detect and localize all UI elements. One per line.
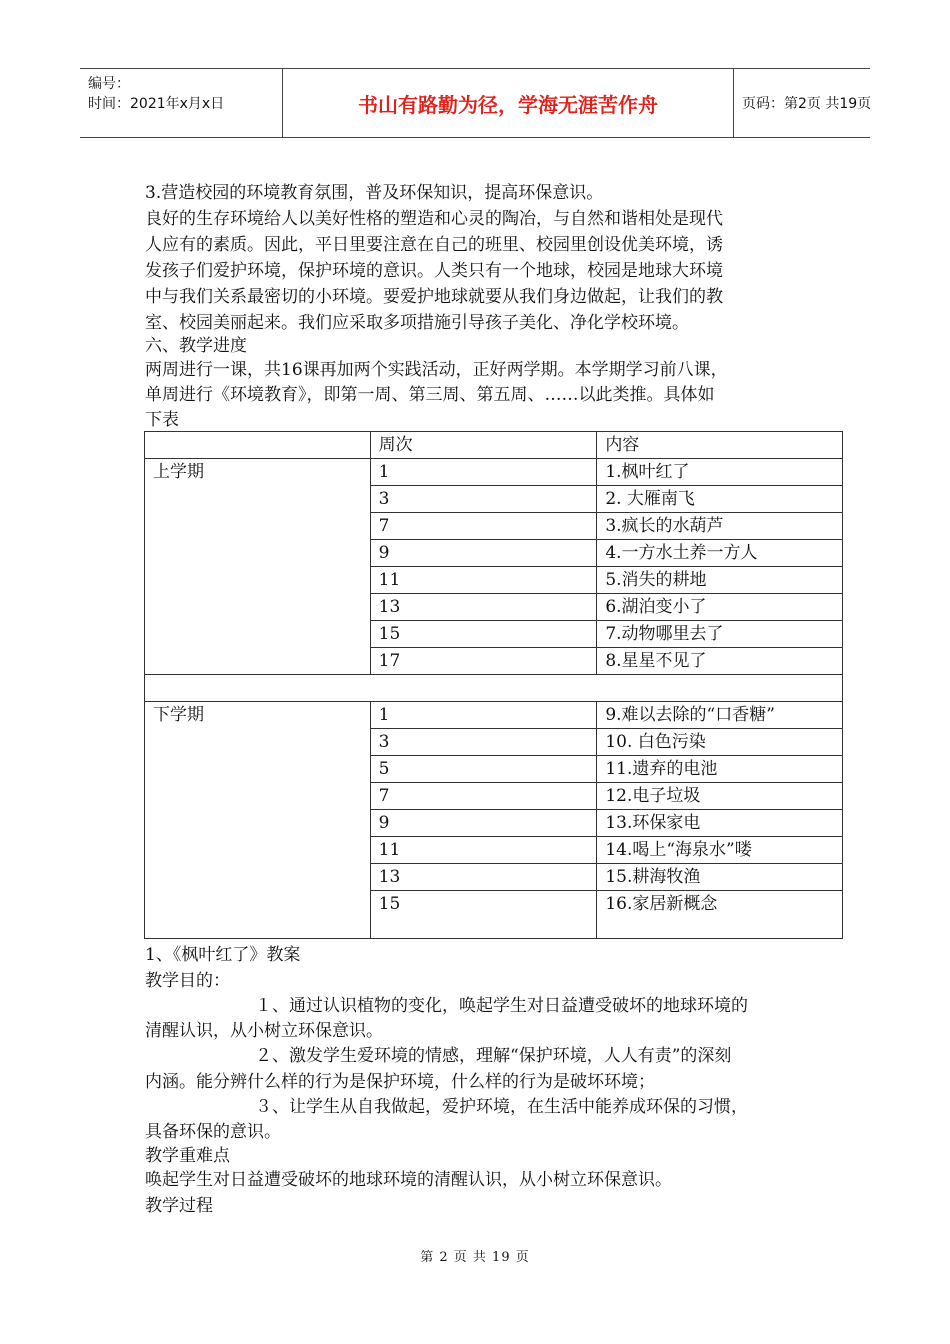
term-label: 上学期 xyxy=(145,459,371,675)
intro-line: 3.营造校园的环境教育氛围，普及环保知识，提高环保意识。 xyxy=(145,183,604,203)
content-cell: 3.疯长的水葫芦 xyxy=(597,513,843,540)
lesson-line: １、通过认识植物的变化，唤起学生对日益遭受破坏的地球环境的 xyxy=(255,996,748,1016)
week-cell: 9 xyxy=(370,810,597,837)
schedule-table xyxy=(144,431,843,939)
week-cell: 17 xyxy=(370,648,597,675)
table-row xyxy=(145,459,843,486)
intro-line: 下表 xyxy=(145,410,179,430)
lesson-line: ２、激发学生爱环境的情感，理解“保护环境，人人有责”的深刻 xyxy=(255,1046,732,1066)
section-heading: 六、教学进度 xyxy=(145,336,247,356)
table-row xyxy=(145,702,843,729)
content-cell: 14.喝上“海泉水”喽 xyxy=(597,837,843,864)
intro-line: 单周进行《环境教育》，即第一周、第三周、第五周、……以此类推。具体如 xyxy=(145,385,715,405)
lesson-line: 清醒认识，从小树立环保意识。 xyxy=(145,1021,383,1041)
page-footer: 第 2 页 共 19 页 xyxy=(420,1250,530,1265)
table-header-row xyxy=(145,432,843,459)
content-cell: 2. 大雁南飞 xyxy=(597,486,843,513)
header-cell: 内容 xyxy=(597,432,843,459)
content-cell: 6.湖泊变小了 xyxy=(597,594,843,621)
content-cell: 16.家居新概念 xyxy=(597,891,843,939)
intro-line: 两周进行一课，共16课再加两个实践活动，正好两学期。本学期学习前八课， xyxy=(145,360,728,380)
content-cell: 8.星星不见了 xyxy=(597,648,843,675)
document-number: 编号： xyxy=(88,76,130,92)
lesson-title: 1、《枫叶红了》教案 xyxy=(145,945,301,965)
content-cell: 4.一方水土养一方人 xyxy=(597,540,843,567)
week-cell: 7 xyxy=(370,783,597,810)
intro-line: 良好的生存环境给人以美好性格的塑造和心灵的陶冶，与自然和谐相处是现代 xyxy=(145,209,723,229)
header-motto: 书山有路勤为径，学海无涯苦作舟 xyxy=(282,69,734,137)
week-cell: 11 xyxy=(370,837,597,864)
lesson-line: 教学目的： xyxy=(145,971,230,991)
intro-line: 中与我们关系最密切的小环境。要爱护地球就要从我们身边做起，让我们的教 xyxy=(145,287,723,307)
document-date: 时间：2021年x月x日 xyxy=(88,96,225,112)
header-cell xyxy=(145,432,371,459)
content-cell: 7.动物哪里去了 xyxy=(597,621,843,648)
week-cell: 11 xyxy=(370,567,597,594)
term-label: 下学期 xyxy=(145,702,371,939)
week-cell: 1 xyxy=(370,459,597,486)
week-cell: 13 xyxy=(370,864,597,891)
header-cell: 周次 xyxy=(370,432,597,459)
lesson-line: 教学重难点 xyxy=(145,1146,230,1166)
spacer-cell xyxy=(145,675,843,702)
content-cell: 1.枫叶红了 xyxy=(597,459,843,486)
week-cell: 3 xyxy=(370,729,597,756)
intro-line: 发孩子们爱护环境，保护环境的意识。人类只有一个地球，校园是地球大环境 xyxy=(145,261,723,281)
header-page-number: 页码：第2页 共19页 xyxy=(742,96,872,112)
week-cell: 15 xyxy=(370,891,597,939)
content-cell: 5.消失的耕地 xyxy=(597,567,843,594)
week-cell: 7 xyxy=(370,513,597,540)
content-cell: 10. 白色污染 xyxy=(597,729,843,756)
page-header xyxy=(80,68,870,138)
lesson-line: 教学过程 xyxy=(145,1196,213,1216)
intro-line: 人应有的素质。因此，平日里要注意在自己的班里、校园里创设优美环境，诱 xyxy=(145,235,723,255)
content-cell: 13.环保家电 xyxy=(597,810,843,837)
content-cell: 11.遗弃的电池 xyxy=(597,756,843,783)
lesson-line: ３、让学生从自我做起，爱护环境，在生活中能养成环保的习惯， xyxy=(255,1097,748,1117)
week-cell: 13 xyxy=(370,594,597,621)
table-spacer-row xyxy=(145,675,843,702)
week-cell: 3 xyxy=(370,486,597,513)
lesson-line: 具备环保的意识。 xyxy=(145,1122,281,1142)
lesson-line: 内涵。能分辨什么样的行为是保护环境，什么样的行为是破坏环境； xyxy=(145,1072,655,1092)
header-info xyxy=(80,69,282,137)
content-cell: 15.耕海牧渔 xyxy=(597,864,843,891)
content-cell: 9.难以去除的“口香糖” xyxy=(597,702,843,729)
week-cell: 15 xyxy=(370,621,597,648)
week-cell: 1 xyxy=(370,702,597,729)
intro-line: 室、校园美丽起来。我们应采取多项措施引导孩子美化、净化学校环境。 xyxy=(145,313,689,333)
content-cell: 12.电子垃圾 xyxy=(597,783,843,810)
lesson-line: 唤起学生对日益遭受破坏的地球环境的清醒认识，从小树立环保意识。 xyxy=(145,1170,672,1190)
week-cell: 9 xyxy=(370,540,597,567)
week-cell: 5 xyxy=(370,756,597,783)
